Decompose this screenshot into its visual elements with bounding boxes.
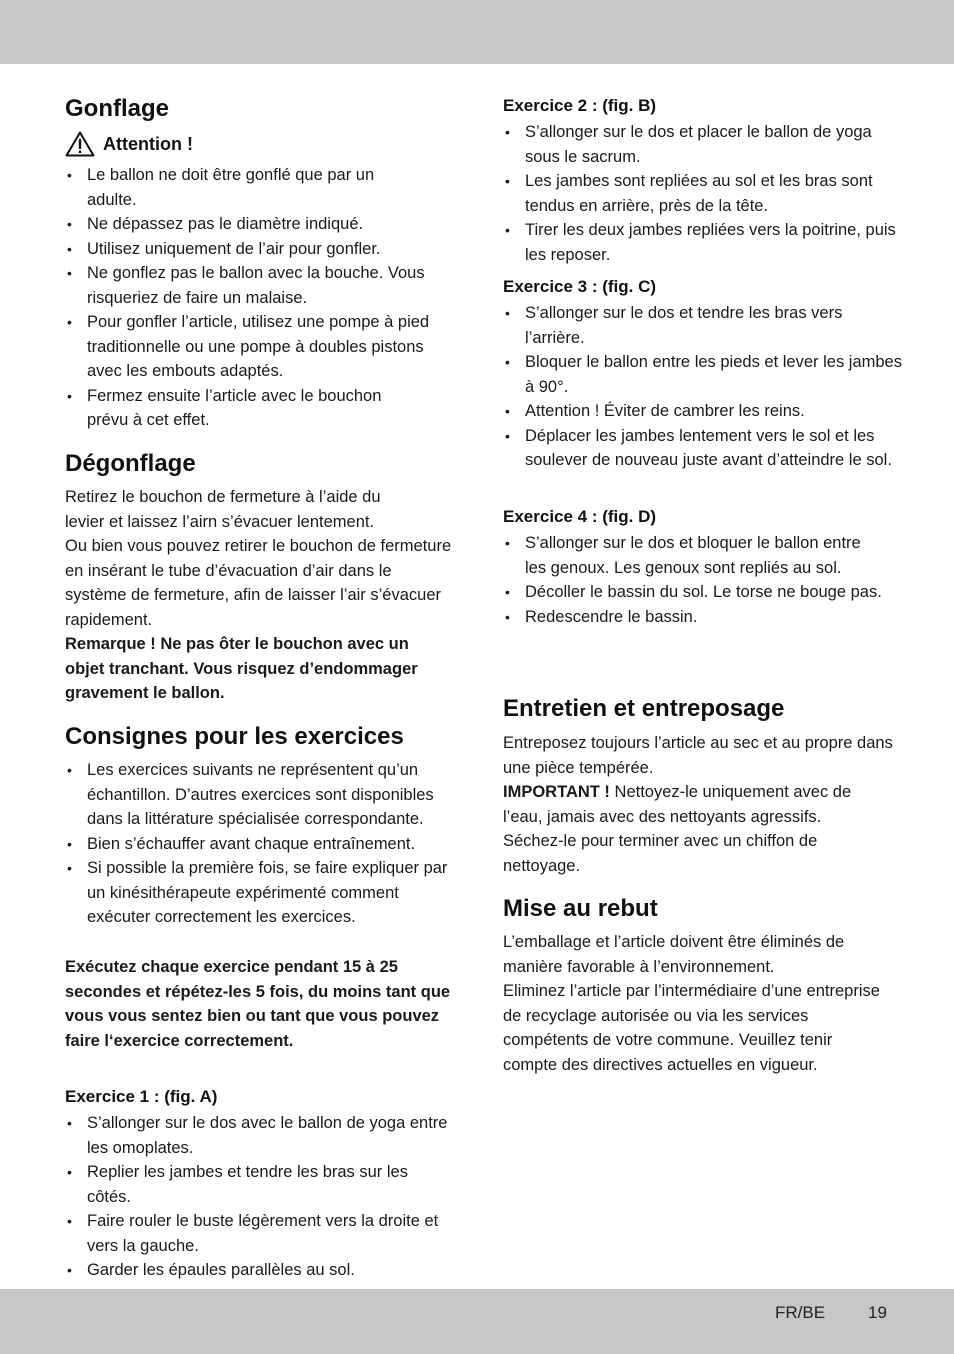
degonflage-paragraph-2: Ou bien vous pouvez retirer le bouchon de fermeture en insérant le tube d’évacuation d’air dans le système de fermeture, afin de laisser l’air s’évacuer rapidement. [65, 537, 452, 629]
exercise-4-heading: Exercice 4 : (fig. D) [503, 507, 657, 526]
rebut-heading: Mise au rebut [503, 895, 658, 922]
list-item: • Attention ! Éviter de cambrer les reins. [503, 399, 898, 424]
exercise-2-heading: Exercice 2 : (fig. B) [503, 96, 657, 115]
list-item: • Ne gonflez pas le ballon avec la bouche. Vous risqueriez de faire un malaise. [65, 261, 427, 310]
list-item: • Redescendre le bassin. [503, 605, 898, 630]
list-item: • Tirer les deux jambes repliées vers la poitrine, puis les reposer. [503, 218, 898, 267]
header-bar [0, 0, 954, 64]
consignes-heading: Consignes pour les exercices [65, 723, 404, 750]
exercise-2-list [503, 120, 898, 267]
list-item: • Le ballon ne doit être gonflé que par un adulte. [65, 163, 417, 212]
footer-language: FR/BE [775, 1303, 826, 1322]
page-number: 19 [868, 1303, 887, 1322]
list-item: • Déplacer les jambes lentement vers le sol et les soulever de nouveau juste avant d’atteindre le sol. [503, 424, 900, 473]
degonflage-remark: Remarque ! Ne pas ôter le bouchon avec un objet tranchant. Vous risquez d’endommager gravement le ballon. [65, 635, 418, 702]
attention-label: Attention ! [103, 133, 193, 154]
entretien-paragraph-1: Entreposez toujours l’article au sec et au propre dans une pièce tempérée. [503, 734, 893, 777]
list-item: • Pour gonfler l’article, utilisez une pompe à pied traditionnelle ou une pompe à doubles pistons avec les embouts adaptés. [65, 310, 447, 384]
entretien-text [503, 731, 898, 878]
gonflage-list [65, 163, 455, 433]
list-item: • Garder les épaules parallèles au sol. [65, 1258, 455, 1283]
list-item: • Bloquer le ballon entre les pieds et lever les jambes à 90°. [503, 350, 905, 399]
exercise-4-list [503, 531, 898, 629]
rebut-paragraph-1: L’emballage et l’article doivent être éliminés de manière favorable à l’environnement. [503, 933, 845, 976]
exercise-1-heading: Exercice 1 : (fig. A) [65, 1087, 218, 1106]
degonflage-heading: Dégonflage [65, 450, 196, 477]
entretien-instructions: Nettoyez-le uniquement avec de l’eau, jamais avec des nettoyants agressifs. Séchez-le pour terminer avec un chiffon de nettoyage. [503, 783, 852, 875]
attention-block [65, 129, 193, 159]
list-item: • Les jambes sont repliées au sol et les bras sont tendus en arrière, près de la tête. [503, 169, 898, 218]
list-item: • Si possible la première fois, se faire expliquer par un kinésithérapeute expérimenté comment exécuter correctement les exercices. [65, 856, 455, 930]
gonflage-heading: Gonflage [65, 95, 170, 122]
rebut-paragraph-2: Eliminez l’article par l’intermédiaire d’une entreprise de recyclage autorisée ou via les services compétents de votre commune. Veuillez tenir compte des directives actuelles en vigueur. [503, 982, 880, 1074]
list-item: • Faire rouler le buste légèrement vers la droite et vers la gauche. [65, 1209, 457, 1258]
consignes-list [65, 758, 455, 930]
list-item: • Décoller le bassin du sol. Le torse ne bouge pas. [503, 580, 900, 605]
consignes-note: Exécutez chaque exercice pendant 15 à 25 secondes et répétez-les 5 fois, du moins tant que vous vous sentez bien ou tant que vous pouvez faire l‘exercice correctement. [65, 958, 451, 1050]
degonflage-text [65, 485, 455, 706]
warning-icon [65, 131, 95, 157]
exercise-3-list [503, 301, 902, 473]
list-item: • Replier les jambes et tendre les bras sur les côtés. [65, 1160, 437, 1209]
list-item: • Ne dépassez pas le diamètre indiqué. [65, 212, 455, 237]
important-label: IMPORTANT ! [503, 783, 610, 801]
list-item: • Les exercices suivants ne représentent qu’un échantillon. D’autres exercices sont disponibles dans la littérature spécialisée correspondante. [65, 758, 437, 832]
list-item: • S’allonger sur le dos et bloquer le ballon entre les genoux. Les genoux sont repliés au sol. [503, 531, 880, 580]
exercise-3-heading: Exercice 3 : (fig. C) [503, 277, 657, 296]
entretien-heading: Entretien et entreposage [503, 695, 785, 722]
exercise-1-list [65, 1111, 455, 1283]
list-item: • S’allonger sur le dos et tendre les bras vers l’arrière. [503, 301, 895, 350]
list-item: • Fermez ensuite l’article avec le bouchon prévu à cet effet. [65, 384, 417, 433]
rebut-text [503, 930, 898, 1077]
list-item: • Utilisez uniquement de l’air pour gonfler. [65, 237, 455, 262]
list-item: • S’allonger sur le dos avec le ballon de yoga entre les omoplates. [65, 1111, 452, 1160]
degonflage-paragraph-1: Retirez le bouchon de fermeture à l’aide du levier et laissez l’airn s’évacuer lentement. [65, 488, 381, 531]
list-item: • Bien s’échauffer avant chaque entraînement. [65, 832, 455, 857]
entretien-paragraph-2 [503, 780, 878, 878]
list-item: • S’allonger sur le dos et placer le ballon de yoga sous le sacrum. [503, 120, 895, 169]
